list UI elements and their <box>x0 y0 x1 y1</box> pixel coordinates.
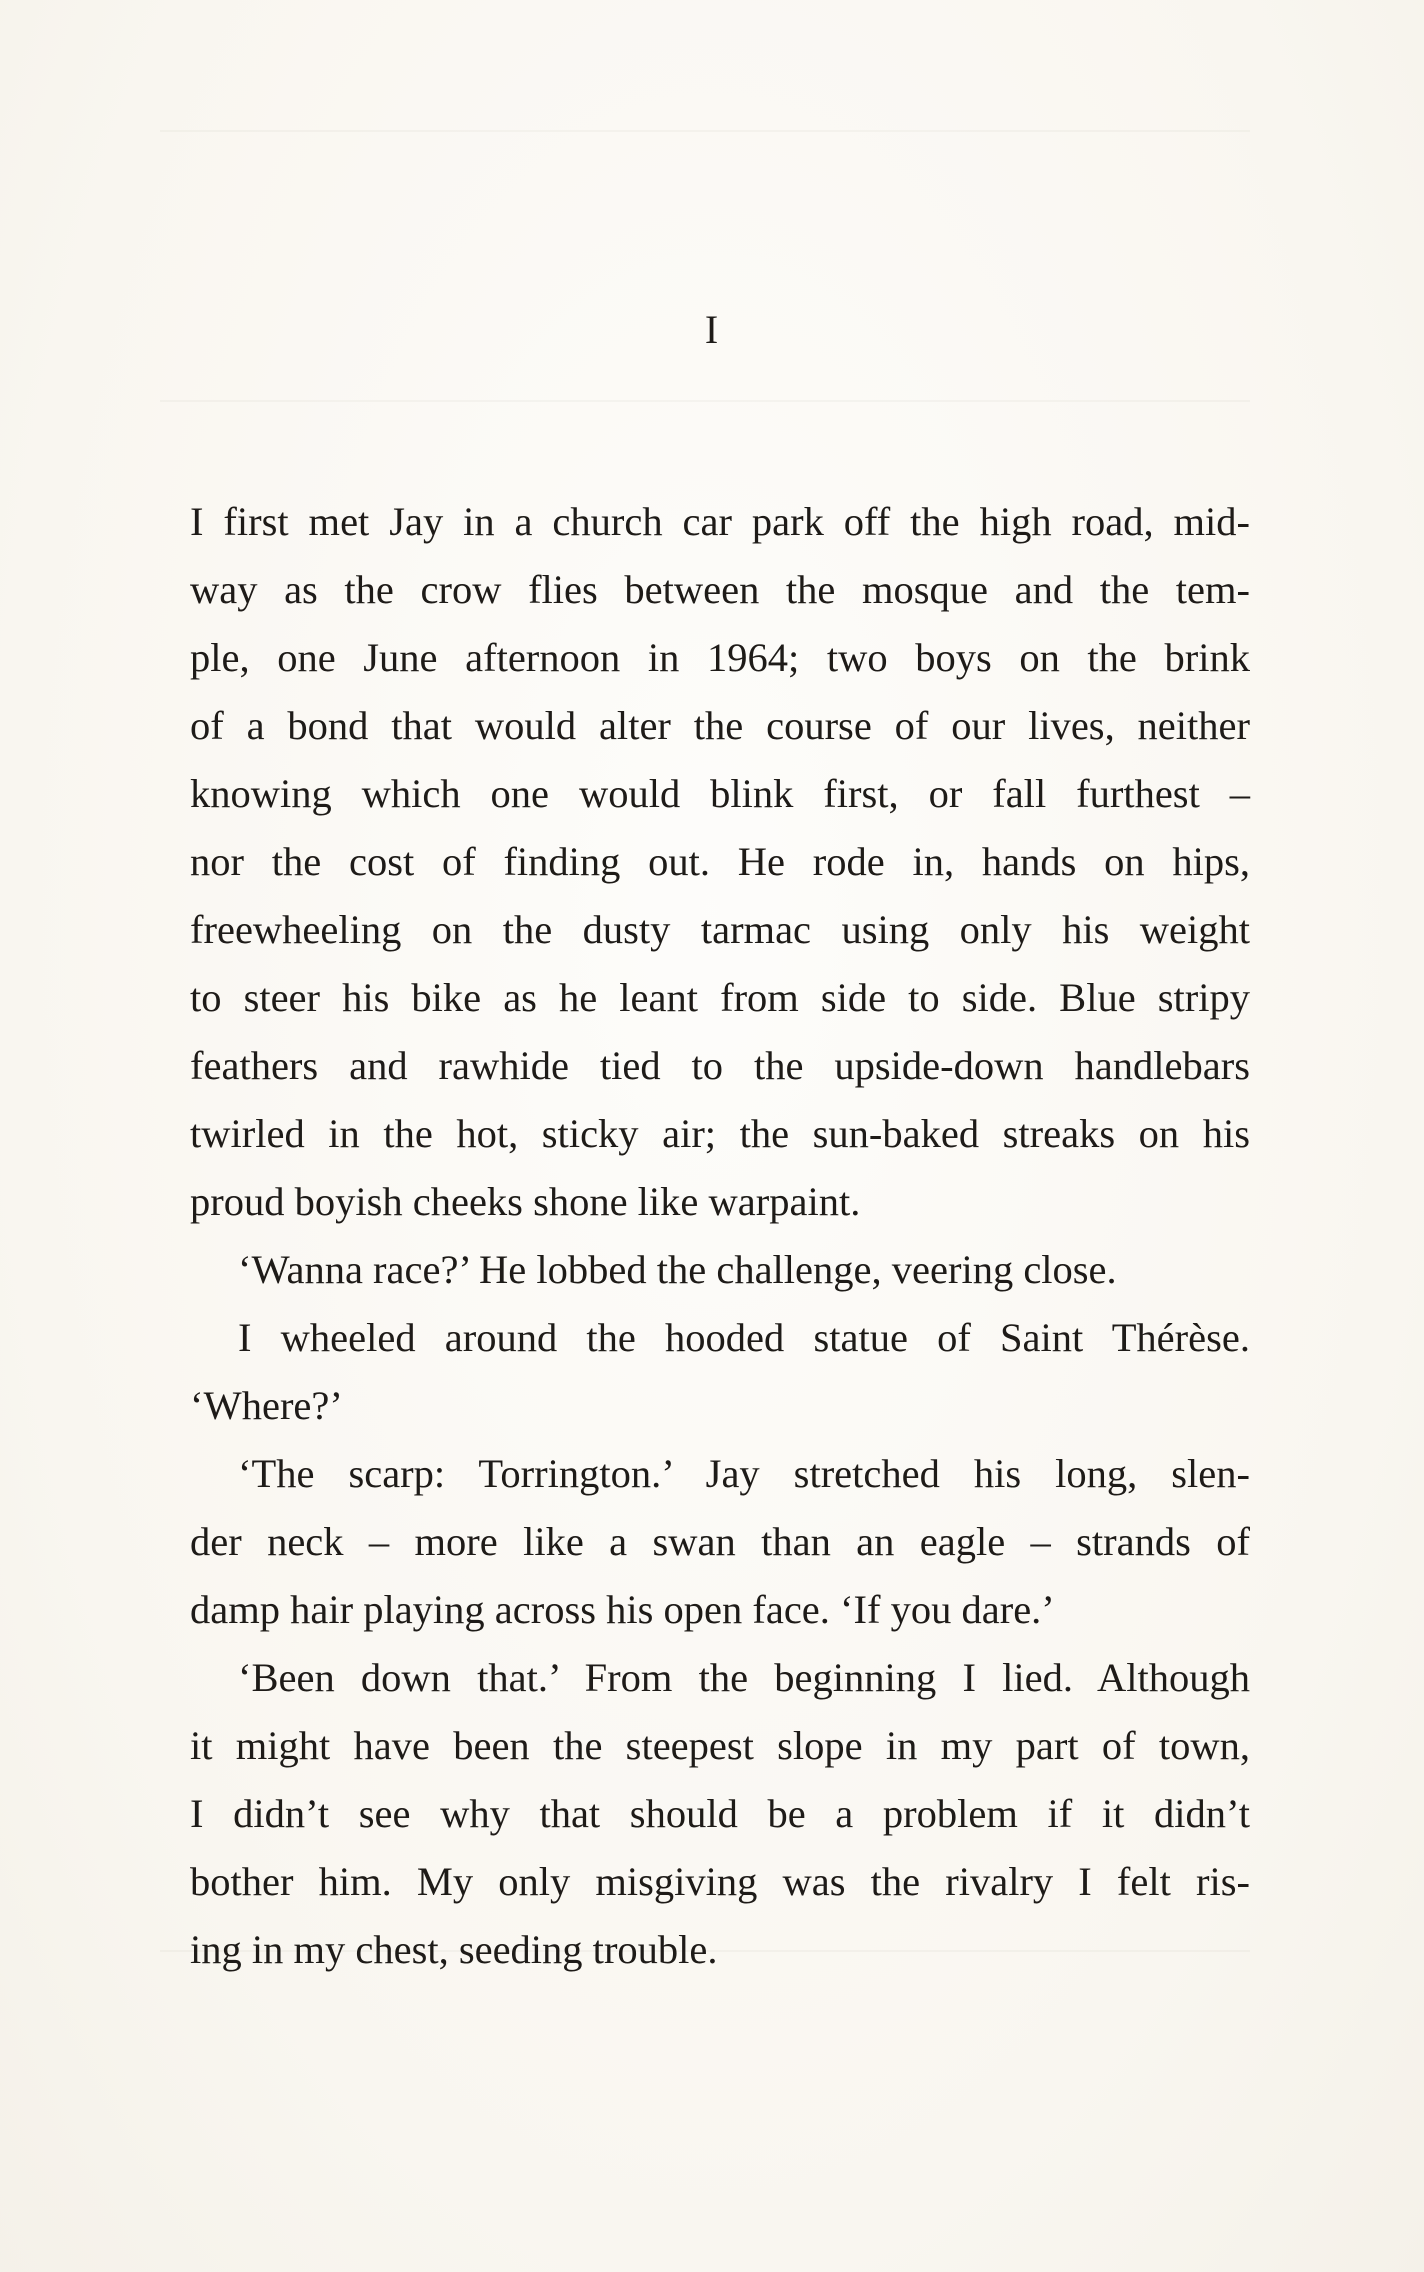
text-line: proud boyish cheeks shone like warpaint. <box>190 1179 861 1224</box>
text-line: of a bond that would alter the course of our lives, neither <box>190 703 1250 748</box>
text-line: nor the cost of finding out. He rode in, hands on hips, <box>190 839 1250 884</box>
show-through-line <box>160 400 1250 402</box>
text-line: ‘The scarp: Torrington.’ Jay stretched his long, slen- <box>238 1451 1250 1496</box>
text-line: bother him. My only misgiving was the rivalry I felt ris- <box>190 1859 1250 1904</box>
text-line: I didn’t see why that should be a problem if it didn’t <box>190 1791 1250 1836</box>
text-line: it might have been the steepest slope in my part of town, <box>190 1723 1250 1768</box>
text-line: freewheeling on the dusty tarmac using only his weight <box>190 907 1250 952</box>
text-line: I first met Jay in a church car park off the high road, mid- <box>190 499 1250 544</box>
text-line: way as the crow flies between the mosque and the tem- <box>190 567 1250 612</box>
text-line: knowing which one would blink first, or fall furthest – <box>190 771 1250 816</box>
paragraph <box>190 1304 1250 1440</box>
text-line: twirled in the hot, sticky air; the sun-baked streaks on his <box>190 1111 1250 1156</box>
paragraph <box>190 1440 1250 1644</box>
text-line: der neck – more like a swan than an eagle – strands of <box>190 1519 1250 1564</box>
paragraph <box>190 1236 1250 1304</box>
text-line: to steer his bike as he leant from side to side. Blue stripy <box>190 975 1250 1020</box>
text-line: ple, one June afternoon in 1964; two boys on the brink <box>190 635 1250 680</box>
text-line: feathers and rawhide tied to the upside-down handlebars <box>190 1043 1250 1088</box>
text-line: I wheeled around the hooded statue of Saint Thérèse. <box>238 1315 1250 1360</box>
text-line: ‘Wanna race?’ He lobbed the challenge, veering close. <box>238 1247 1117 1292</box>
show-through-line <box>160 130 1250 132</box>
text-line: ‘Where?’ <box>190 1383 343 1428</box>
text-line: damp hair playing across his open face. ‘If you dare.’ <box>190 1587 1055 1632</box>
paragraph <box>190 488 1250 1236</box>
chapter-number: I <box>704 307 720 352</box>
text-line: ‘Been down that.’ From the beginning I lied. Although <box>238 1655 1250 1700</box>
paragraph <box>190 1644 1250 1984</box>
body-text <box>190 488 1250 1984</box>
text-line: ing in my chest, seeding trouble. <box>190 1927 718 1972</box>
